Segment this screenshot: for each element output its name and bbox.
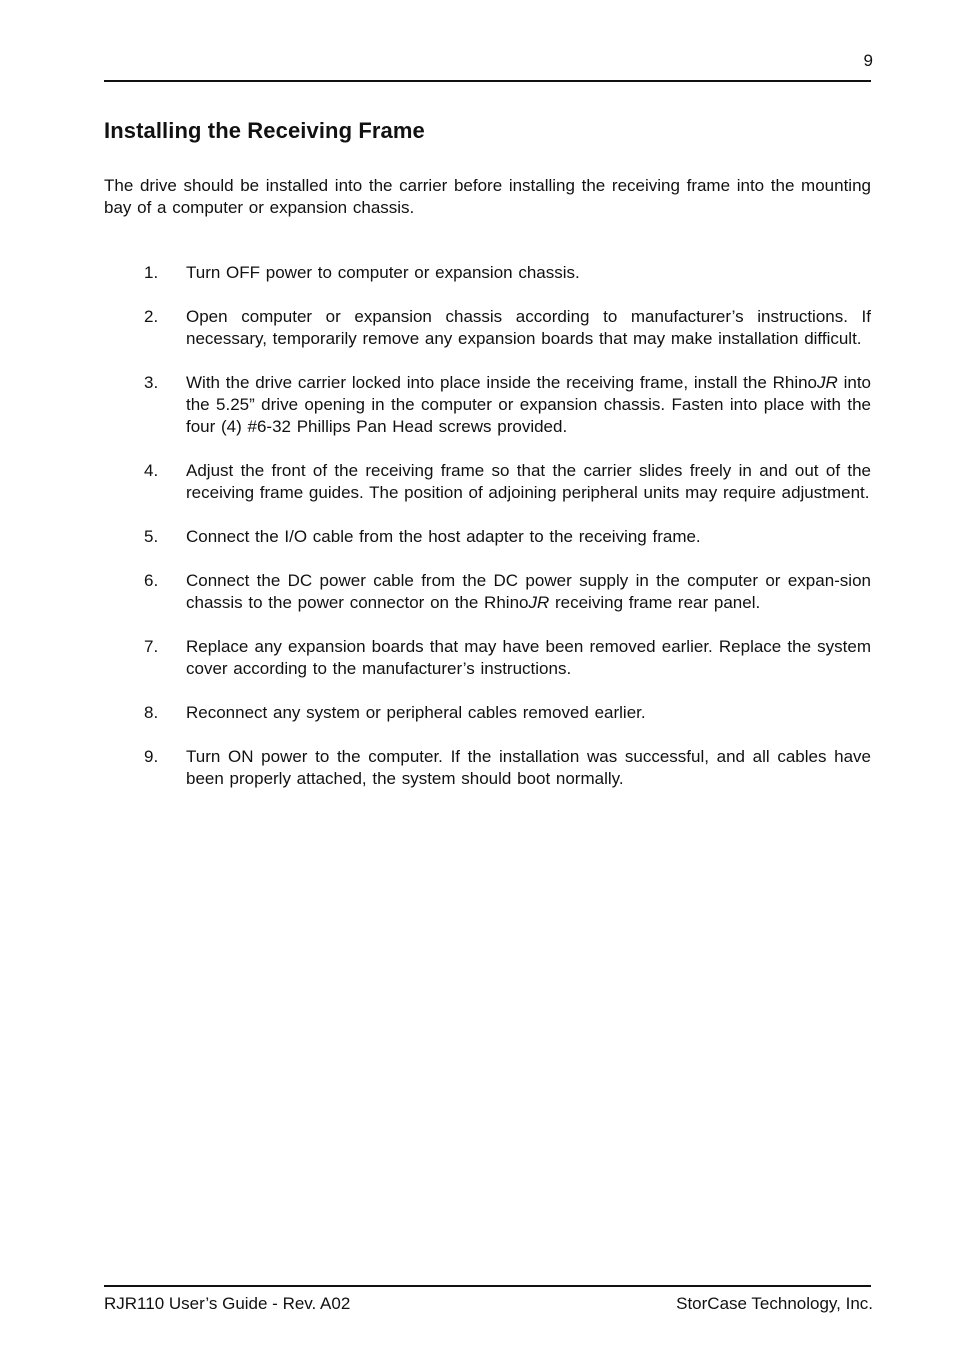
step-number: 6. <box>144 571 159 590</box>
footer-rule <box>104 1285 871 1287</box>
step-number: 9. <box>144 747 159 766</box>
installation-steps <box>104 262 871 812</box>
footer-document-title: RJR110 User’s Guide - Rev. A02 <box>104 1294 351 1313</box>
page-number: 9 <box>863 51 873 70</box>
step-number: 4. <box>144 461 159 480</box>
step-text: Connect the I/O cable from the host adapter to the receiving frame. <box>186 527 701 546</box>
step-text: Reconnect any system or peripheral cables removed earlier. <box>186 703 646 722</box>
header-rule <box>104 80 871 82</box>
step-1 <box>104 262 871 284</box>
step-number: 3. <box>144 373 159 392</box>
step-number: 8. <box>144 703 159 722</box>
step-text: Replace any expansion boards that may have been removed earlier. Replace the system cover according to the manufacturer’s instructions. <box>186 637 871 678</box>
product-suffix-italic: JR <box>817 373 838 392</box>
step-text <box>186 570 871 614</box>
section-title: Installing the Receiving Frame <box>104 118 425 143</box>
step-5 <box>104 526 871 548</box>
step-text: Open computer or expansion chassis according to manufacturer’s instructions. If necessary, temporarily remove any expansion boards that may make installation difficult. <box>186 307 871 348</box>
step-text-after: receiving frame rear panel. <box>549 593 761 612</box>
step-number: 5. <box>144 527 159 546</box>
step-text: Adjust the front of the receiving frame so that the carrier slides freely in and out of the receiving frame guides. The position of adjoining peripheral units may require adjustment. <box>186 461 871 502</box>
step-2 <box>104 306 871 350</box>
step-text-before: Connect the DC power cable from the DC power supply in the computer or expan-sion chassis to the power connector on the Rhino <box>186 571 871 612</box>
step-text: Turn ON power to the computer. If the installation was successful, and all cables have been properly attached, the system should boot normally. <box>186 747 871 788</box>
step-7 <box>104 636 871 680</box>
step-6 <box>104 570 871 614</box>
footer-company-name: StorCase Technology, Inc. <box>676 1294 873 1313</box>
intro-paragraph: The drive should be installed into the carrier before installing the receiving frame into the mounting bay of a computer or expansion chassis. <box>104 176 871 217</box>
step-9 <box>104 746 871 790</box>
product-suffix-italic: JR <box>528 593 550 612</box>
step-number: 2. <box>144 307 159 326</box>
step-text-after: into the 5.25” drive opening in the computer or expansion chassis. Fasten into place with the four (4) #6-32 Phillips Pan Head screws provided. <box>186 373 872 436</box>
step-number: 7. <box>144 637 159 656</box>
step-4 <box>104 460 871 504</box>
step-text: Turn OFF power to computer or expansion chassis. <box>186 263 580 282</box>
step-3 <box>104 372 871 438</box>
step-8 <box>104 702 871 724</box>
step-text-before: With the drive carrier locked into place inside the receiving frame, install the Rhino <box>186 373 818 392</box>
step-number: 1. <box>144 263 159 282</box>
step-text <box>186 372 871 438</box>
